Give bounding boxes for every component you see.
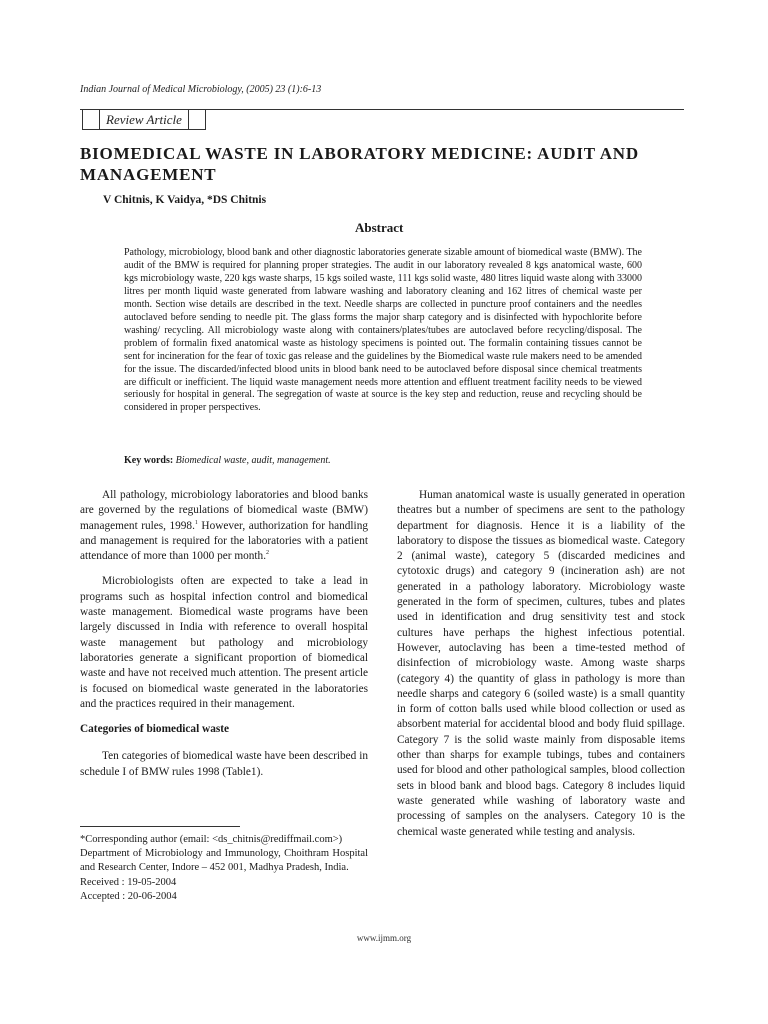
right-column xyxy=(397,488,685,850)
keywords xyxy=(124,455,331,466)
left-paragraph-2: Microbiologists often are expected to take a lead in programs such as hospital infection control and biomedical waste management. Biomedical waste programs have been largely discussed in India with reference to overall hospital waste management but pathology and microbiology laboratories generate a significant proportion of biomedical waste and have not received much attention. The present article is focused on biomedical waste generated in the laboratories and the practices required in their management. xyxy=(80,575,368,710)
section-label: Review Article xyxy=(106,112,182,127)
article-authors: V Chitnis, K Vaidya, *DS Chitnis xyxy=(103,194,267,206)
section-box-left-cell xyxy=(83,110,100,129)
journal-reference: Indian Journal of Medical Microbiology, (2005) 23 (1):6-13 xyxy=(80,84,322,95)
footnote-rule xyxy=(80,826,240,827)
article-title: BIOMEDICAL WASTE IN LABORATORY MEDICINE: AUDIT AND MANAGEMENT xyxy=(80,144,639,184)
left-paragraph-1-text-cont: However, authorization for handling and management is required for the laboratories with a patient attendance of more than 1000 per month. xyxy=(80,519,368,563)
left-paragraph-3: Ten categories of biomedical waste have been described in schedule I of BMW rules 1998 (Table1). xyxy=(80,750,368,778)
left-paragraph-1-text: All pathology, microbiology laboratories and blood banks are governed by the regulations of biomedical waste (BMW) management rules, 1998. xyxy=(80,489,368,532)
section-label-box xyxy=(82,110,206,130)
affiliation: Department of Microbiology and Immunology, Choithram Hospital and Research Center, Indore – 452 001, Madhya Pradesh, India. xyxy=(80,848,368,874)
accepted-date: Accepted : 20-06-2004 xyxy=(80,890,177,902)
abstract-heading: Abstract xyxy=(355,220,404,235)
received-date: Received : 19-05-2004 xyxy=(80,876,177,888)
keywords-text: Biomedical waste, audit, management. xyxy=(175,455,331,466)
corresponding-author: *Corresponding author (email: <ds_chitnis@rediffmail.com>) xyxy=(80,834,343,845)
reference-1: 1 xyxy=(194,519,198,526)
reference-2: 2 xyxy=(266,550,270,557)
footnote xyxy=(80,833,368,904)
section-heading-categories: Categories of biomedical waste xyxy=(80,723,230,736)
left-column xyxy=(80,488,368,790)
section-box-right-cell xyxy=(188,110,205,129)
keywords-label: Key words: xyxy=(124,455,174,466)
journal-url: www.ijmm.org xyxy=(356,933,412,943)
abstract-text: Pathology, microbiology, blood bank and other diagnostic laboratories generate sizable amount of biomedical waste (BMW). The audit of the BMW is required for planning proper strategies. The audit in our laboratory revealed 8 kgs anatomical waste, 600 kgs microbiology waste, 220 kgs waste sharps, 15 kgs soiled waste, 111 kgs solid waste, 480 litres liquid waste along with 33000 litres per month liquid waste generated from labware washing and laboratory cleaning and 162 litres of chemical waste per month. Section wise details are described in the text. Needle sharps are collected in puncture proof containers and the needles autoclaved before sending to needle pit. The glass forms the major sharp category and is disinfected with hypochlorite before washing/ recycling. All microbiology waste along with containers/plates/tubes are autoclaved before recycling/disposal. The problem of formalin fixed anatomical waste as histology specimens is pointed out. The formalin containing tissues cannot be sent for incineration for the fear of toxic gas release and the guidelines by the Biomedical waste rule makers need to be amended for the issue. The discarded/infected blood units in blood bank need to be autoclaved before disposal since chemical treatments are difficult or inefficient. The liquid waste management needs more attention and effluent treatment facility needs to be viewed seriously for hospital in general. The segregation of waste at source is the key step and reduction, reuse and recycling should be considered in proper perspectives. xyxy=(124,247,642,414)
left-paragraph-1 xyxy=(80,488,368,564)
right-paragraph-1: Human anatomical waste is usually generated in operation theatres but a number of specimens are sent to the pathology department for diagnosis. Hence it is a liability of the laboratory to dispose the tissues as biomedical waste. Category 2 (animal waste), category 5 (discarded medicines and cytotoxic drugs) and category 9 (incineration ash) are not generated in a pathology laboratory. Microbiology waste generated in the form of specimen, cultures, tubes and plates used in identification and drug sensitivity test and stock cultures have perhaps the highest infectious potential. However, autoclaving has been a time-tested method of disinfection of microbiology waste. Among waste sharps (category 4) the quantity of glass in pathology is more than needle sharps and category 6 (soiled waste) is a small quantity in form of cotton balls used while blood collection or used as absorbent material for accidental blood and body fluid spillage. Category 7 is the solid waste mainly from disposable items other than sharps for example tubings, tubes and containers used for blood and other pathological samples, blood collection sets in blood bank and blood bags. Category 8 includes liquid waste generated while washing of laboratory waste and processing of samples on the analysers. Category 10 is the chemical waste generated while testing and analysis. xyxy=(397,489,685,838)
